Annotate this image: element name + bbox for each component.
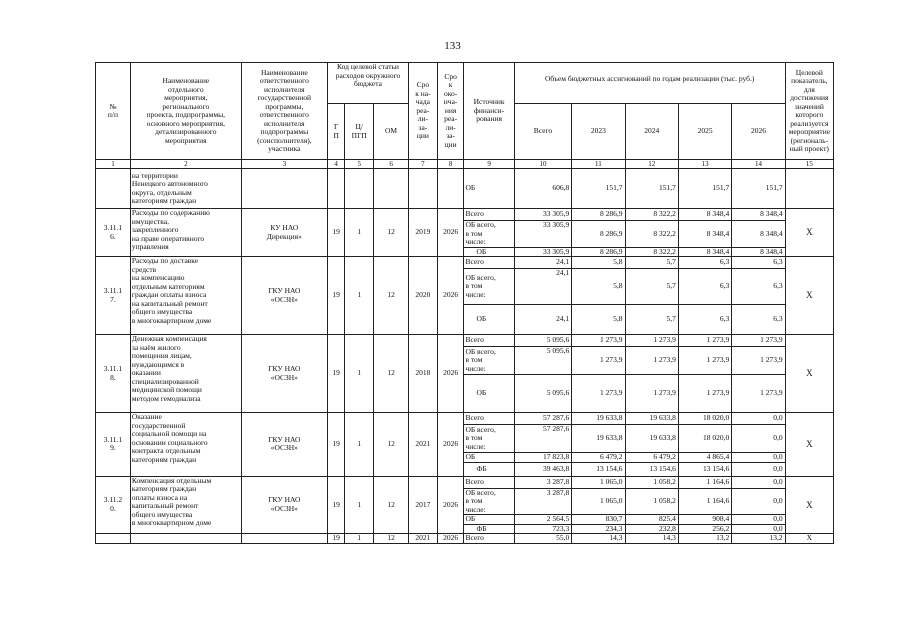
column-number: 15 [785, 160, 833, 169]
last-name [130, 534, 241, 544]
row-om: 12 [374, 476, 409, 534]
column-number: 2 [130, 160, 241, 169]
row-total: 17 823,8 [514, 453, 571, 463]
row-om: 12 [374, 413, 409, 477]
row-y2023: 8 286,9 [572, 209, 625, 221]
row-y2023: 1 273,9 [572, 335, 625, 347]
header-end: Сро к око- нча- ния реа- ли- за- ции [437, 63, 464, 160]
row-gp: 19 [327, 335, 344, 413]
row-executor: ГКУ НАО «ОСЗН» [241, 413, 327, 477]
row-total: 33 305,9 [514, 221, 571, 248]
row-y2025: 908,4 [678, 515, 731, 525]
page-number: 133 [444, 40, 461, 52]
header-no: № п/п [96, 63, 131, 160]
row-total: 57 287,6 [514, 425, 571, 453]
row-y2024: 232,8 [625, 524, 678, 534]
header-source: Источник финанси- рования [464, 63, 514, 160]
row-y2025: 8 348,4 [678, 209, 731, 221]
row-om: 12 [374, 257, 409, 335]
table-row [96, 257, 834, 269]
row-y2026: 6,3 [732, 305, 785, 335]
header-code-group: Код целевой статьи расходов окружного бюджета [327, 63, 408, 104]
row-gp: 19 [327, 209, 344, 257]
row-name: Расходы по содержанию имущества, закрепленного на праве оперативного управления [130, 209, 241, 257]
row-y2026: 0,0 [732, 476, 785, 488]
row-y2024: 8 322,2 [625, 221, 678, 248]
row-total: 723,3 [514, 524, 571, 534]
last-om: 12 [374, 534, 409, 544]
row-y2023: 1 065,0 [572, 476, 625, 488]
row-total: 3 287,8 [514, 488, 571, 515]
empty-cell [374, 169, 409, 209]
row-y2024: 6 479,2 [625, 453, 678, 463]
row-y2026: 8 348,4 [732, 221, 785, 248]
row-source: Всего [464, 413, 514, 425]
row-y2025: 4 865,4 [678, 453, 731, 463]
row-om: 12 [374, 209, 409, 257]
last-total: 55,0 [514, 534, 571, 544]
row-number: 3.11.1 9. [96, 413, 131, 477]
row-source: ОБ всего, в том числе: [464, 425, 514, 453]
empty-cell [437, 169, 464, 209]
table-row [96, 209, 834, 221]
row-y2025: 18 020,0 [678, 413, 731, 425]
header-gp: Г П [327, 104, 344, 160]
row-y2024: 19 633,8 [625, 413, 678, 425]
row-y2025: 1 273,9 [678, 375, 731, 413]
row-y2025: 1 164,6 [678, 476, 731, 488]
row-y2025: 8 348,4 [678, 247, 731, 257]
row-gp: 19 [327, 257, 344, 335]
row-y2025: 1 273,9 [678, 335, 731, 347]
row-source: ОБ [464, 375, 514, 413]
header-om: ОМ [374, 104, 409, 160]
row-total: 5 095,6 [514, 347, 571, 375]
row-y2024: 1 273,9 [625, 335, 678, 347]
cont-y2024: 151,7 [625, 169, 678, 209]
row-source: Всего [464, 209, 514, 221]
row-source: ОБ всего, в том числе: [464, 269, 514, 305]
row-y2024: 19 633,8 [625, 425, 678, 453]
row-y2026: 0,0 [732, 515, 785, 525]
row-source: ОБ [464, 247, 514, 257]
row-y2025: 6,3 [678, 269, 731, 305]
row-total: 24,1 [514, 305, 571, 335]
row-y2026: 8 348,4 [732, 209, 785, 221]
column-number: 1 [96, 160, 131, 169]
row-total: 39 463,8 [514, 462, 571, 476]
last-gp: 19 [327, 534, 344, 544]
row-y2026: 6,3 [732, 257, 785, 269]
empty-cell [241, 169, 327, 209]
cont-y2023: 151,7 [572, 169, 625, 209]
row-y2023: 6 479,2 [572, 453, 625, 463]
row-target: Х [785, 257, 833, 335]
row-y2024: 5,7 [625, 257, 678, 269]
empty-cell [327, 169, 344, 209]
row-source: ОБ всего, в том числе: [464, 347, 514, 375]
row-executor: ГКУ НАО «ОСЗН» [241, 335, 327, 413]
row-y2025: 13 154,6 [678, 462, 731, 476]
row-name: Компенсация отдельным категориям граждан оплаты взноса на капитальный ремонт общего имущества в многоквартирном доме [130, 476, 241, 534]
header-pgp: Ц/ ПГП [345, 104, 374, 160]
last-pgp: 1 [345, 534, 374, 544]
column-number: 13 [678, 160, 731, 169]
row-y2023: 13 154,6 [572, 462, 625, 476]
header-name: Наименование отдельного мероприятия, регионального проекта, подпрограммы, основного мероприятия, детализированного мероприятия [130, 63, 241, 160]
row-y2025: 6,3 [678, 257, 731, 269]
row-y2023: 234,3 [572, 524, 625, 534]
row-total: 24,1 [514, 269, 571, 305]
row-y2026: 1 273,9 [732, 375, 785, 413]
column-number: 9 [464, 160, 514, 169]
row-end-year: 2026 [437, 476, 464, 534]
row-target: Х [785, 335, 833, 413]
last-y2024: 14,3 [625, 534, 678, 544]
empty-cell [409, 169, 438, 209]
row-y2025: 18 020,0 [678, 425, 731, 453]
cont-total: 606,8 [514, 169, 571, 209]
column-number: 8 [437, 160, 464, 169]
column-number: 6 [374, 160, 409, 169]
row-target: Х [785, 413, 833, 477]
column-number: 12 [625, 160, 678, 169]
last-y2023: 14,3 [572, 534, 625, 544]
row-y2023: 8 286,9 [572, 221, 625, 248]
row-y2023: 1 273,9 [572, 347, 625, 375]
row-y2026: 0,0 [732, 453, 785, 463]
row-end-year: 2026 [437, 335, 464, 413]
row-y2024: 13 154,6 [625, 462, 678, 476]
row-source: ОБ [464, 305, 514, 335]
header-total: Всего [514, 104, 571, 160]
row-number: 3.11.2 0. [96, 476, 131, 534]
row-y2026: 1 273,9 [732, 335, 785, 347]
row-target: Х [785, 476, 833, 534]
row-y2026: 1 273,9 [732, 347, 785, 375]
header-year-2025: 2025 [678, 104, 731, 160]
row-y2023: 1 065,0 [572, 488, 625, 515]
column-number: 10 [514, 160, 571, 169]
row-y2025: 6,3 [678, 305, 731, 335]
row-y2025: 256,2 [678, 524, 731, 534]
row-y2024: 825,4 [625, 515, 678, 525]
row-executor: ГКУ НАО «ОСЗН» [241, 257, 327, 335]
row-y2023: 5,8 [572, 305, 625, 335]
row-total: 33 305,9 [514, 247, 571, 257]
header-volume-group: Объем бюджетных ассигнований по годам реализации (тыс. руб.) [514, 63, 785, 104]
cont-y2025: 151,7 [678, 169, 731, 209]
header-year-2024: 2024 [625, 104, 678, 160]
table-row-last [96, 534, 834, 544]
row-number: 3.11.1 6. [96, 209, 131, 257]
row-source: ФБ [464, 462, 514, 476]
row-y2025: 1 273,9 [678, 347, 731, 375]
row-total: 2 564,5 [514, 515, 571, 525]
row-number: 3.11.1 8. [96, 335, 131, 413]
row-y2023: 5,8 [572, 269, 625, 305]
row-y2024: 1 273,9 [625, 375, 678, 413]
row-end-year: 2026 [437, 257, 464, 335]
row-end-year: 2026 [437, 209, 464, 257]
column-number: 14 [732, 160, 785, 169]
row-start-year: 2017 [409, 476, 438, 534]
row-source: ОБ всего, в том числе: [464, 221, 514, 248]
column-number: 4 [327, 160, 344, 169]
row-name: Оказание государственной социальной помощи на основании социального контракта отдельным категориям граждан [130, 413, 241, 477]
last-source: Всего [464, 534, 514, 544]
last-start-year: 2021 [409, 534, 438, 544]
row-y2026: 8 348,4 [732, 247, 785, 257]
row-pgp: 1 [345, 335, 374, 413]
row-executor: ГКУ НАО «ОСЗН» [241, 476, 327, 534]
header-target: Целевой показатель, для достижения значений которого реализуется мероприятие (региональ- ный проект) [785, 63, 833, 160]
row-executor: КУ НАО Дирекция» [241, 209, 327, 257]
row-gp: 19 [327, 476, 344, 534]
column-number: 5 [345, 160, 374, 169]
row-y2025: 1 164,6 [678, 488, 731, 515]
cont-y2026: 151,7 [732, 169, 785, 209]
row-total: 5 095,6 [514, 335, 571, 347]
row-pgp: 1 [345, 209, 374, 257]
column-number: 11 [572, 160, 625, 169]
row-start-year: 2021 [409, 413, 438, 477]
cont-source: ОБ [464, 169, 514, 209]
row-y2024: 5,7 [625, 305, 678, 335]
row-y2024: 8 322,2 [625, 209, 678, 221]
row-pgp: 1 [345, 476, 374, 534]
row-y2026: 0,0 [732, 462, 785, 476]
last-no [96, 534, 131, 544]
row-name: Расходы по доставке средств на компенсацию отдельным категориям граждан оплаты взноса на капитальный ремонт общего имущества в многоквартирном доме [130, 257, 241, 335]
cont-no [96, 169, 131, 209]
row-y2026: 0,0 [732, 413, 785, 425]
row-number: 3.11.1 7. [96, 257, 131, 335]
table-row [96, 335, 834, 347]
column-number: 3 [241, 160, 327, 169]
row-y2026: 0,0 [732, 425, 785, 453]
row-y2024: 8 322,2 [625, 247, 678, 257]
row-target: Х [785, 209, 833, 257]
row-start-year: 2018 [409, 335, 438, 413]
last-y2025: 13,2 [678, 534, 731, 544]
row-name: Денежная компенсация за наём жилого помещения лицам, нуждающимся в оказании специализированной медицинской помощи методом гемодиализа [130, 335, 241, 413]
column-numbers-row [96, 160, 834, 169]
column-number: 7 [409, 160, 438, 169]
row-om: 12 [374, 335, 409, 413]
row-y2026: 0,0 [732, 524, 785, 534]
row-y2026: 6,3 [732, 269, 785, 305]
row-source: ФБ [464, 524, 514, 534]
row-pgp: 1 [345, 257, 374, 335]
table-row [96, 413, 834, 425]
row-gp: 19 [327, 413, 344, 477]
row-source: Всего [464, 257, 514, 269]
empty-cell [785, 169, 833, 209]
row-end-year: 2026 [437, 413, 464, 477]
last-target: Х [785, 534, 833, 544]
row-source: ОБ всего, в том числе: [464, 488, 514, 515]
row-y2023: 8 286,9 [572, 247, 625, 257]
row-y2026: 0,0 [732, 488, 785, 515]
row-total: 3 287,8 [514, 476, 571, 488]
row-y2023: 19 633,8 [572, 413, 625, 425]
cont-name: на территории Ненецкого автономного округа, отдельным категориям граждан [130, 169, 241, 209]
header-row-1 [96, 63, 834, 104]
row-source: Всего [464, 335, 514, 347]
empty-cell [345, 169, 374, 209]
row-y2024: 1 058,2 [625, 488, 678, 515]
last-exec [241, 534, 327, 544]
row-source: ОБ [464, 453, 514, 463]
row-start-year: 2020 [409, 257, 438, 335]
row-start-year: 2019 [409, 209, 438, 257]
row-total: 5 095,6 [514, 375, 571, 413]
header-year-2023: 2023 [572, 104, 625, 160]
row-source: Всего [464, 476, 514, 488]
last-y2026: 13,2 [732, 534, 785, 544]
header-year-2026: 2026 [732, 104, 785, 160]
continuation-row [96, 169, 834, 209]
row-y2023: 19 633,8 [572, 425, 625, 453]
row-y2024: 5,7 [625, 269, 678, 305]
last-end-year: 2026 [437, 534, 464, 544]
row-source: ОБ [464, 515, 514, 525]
row-pgp: 1 [345, 413, 374, 477]
row-y2025: 8 348,4 [678, 221, 731, 248]
row-total: 33 305,9 [514, 209, 571, 221]
row-y2024: 1 058,2 [625, 476, 678, 488]
header-start: Сро к на- чада реа- ли- за- ции [409, 63, 438, 160]
row-y2023: 1 273,9 [572, 375, 625, 413]
row-total: 24,1 [514, 257, 571, 269]
row-y2023: 830,7 [572, 515, 625, 525]
row-total: 57 287,6 [514, 413, 571, 425]
row-y2023: 5,8 [572, 257, 625, 269]
table-row [96, 476, 834, 488]
budget-table [95, 62, 834, 544]
header-exec: Наименование ответственного исполнителя государственной программы, ответственного исполнителя подпрограммы (соисполнителя), участника [241, 63, 327, 160]
row-y2024: 1 273,9 [625, 347, 678, 375]
